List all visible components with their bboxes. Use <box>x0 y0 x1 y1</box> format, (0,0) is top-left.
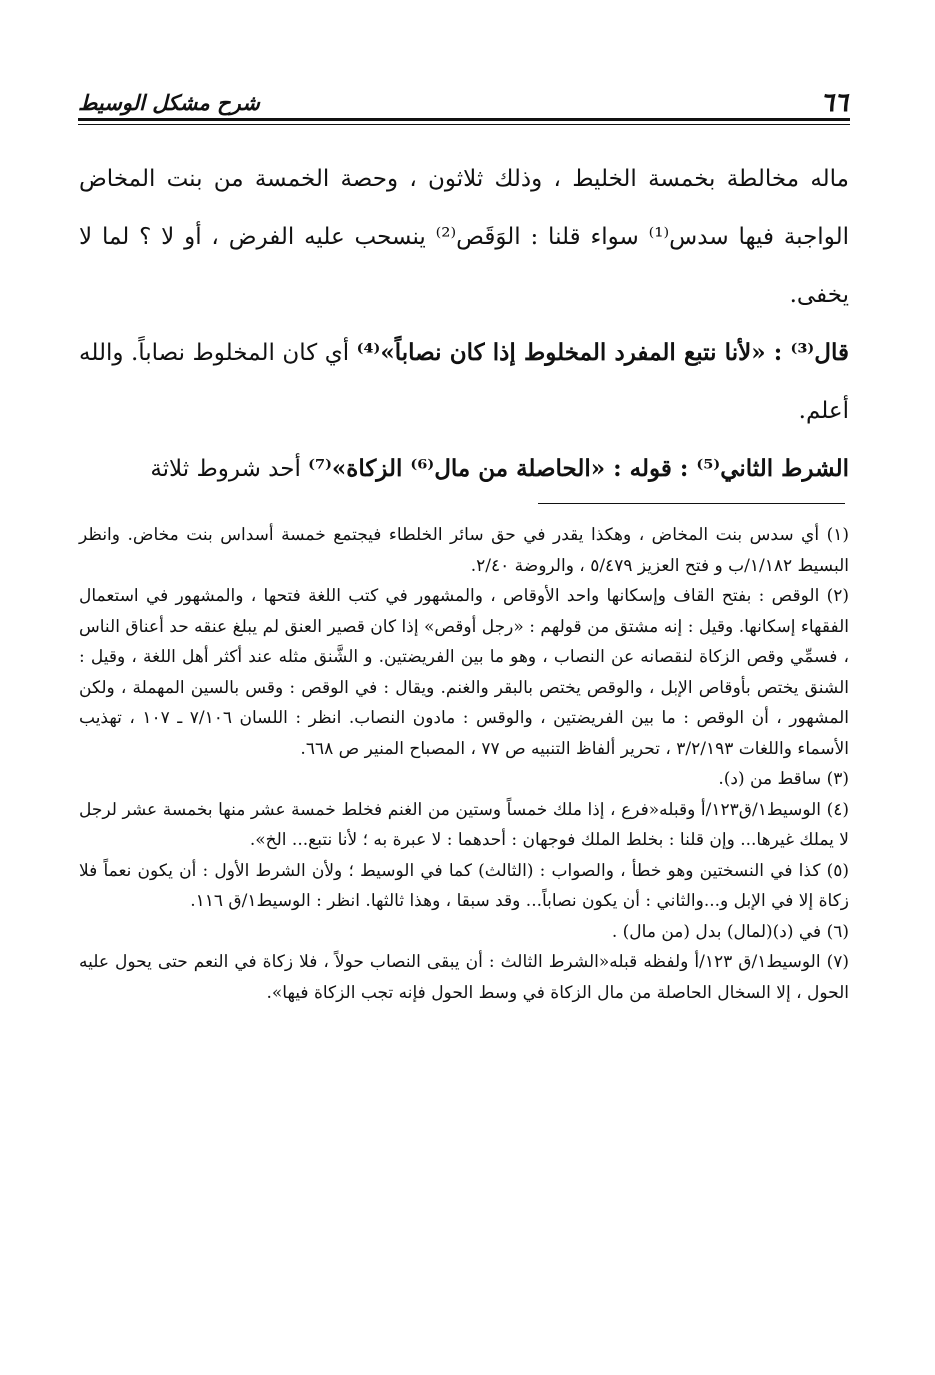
running-title: شرح مشكل الوسيط <box>78 90 260 115</box>
footnote-4: (٤) الوسيط١/ق١٢٣/أ وقبله«فرع ، إذا ملك خمساً وستين من الغنم فخلط خمسة عشر منها بخمسة عشر لرجل لا يملك غيرها... وإن قلنا : بخلط الملك فوجهان : أحدهما : لا عبرة به ؛ لأنا نتبع... الخ». <box>79 799 849 850</box>
quote-bold-2: الشرط الثاني⁽⁵⁾ : قوله : «الحاصلة من مال⁽⁶⁾ الزكاة»⁽⁷⁾ <box>308 455 849 482</box>
main-paragraph-1: ماله مخالطة بخمسة الخليط ، وذلك ثلاثون ، وحصة الخمسة من بنت المخاض الواجبة فيها سدس⁽¹⁾ سواء قلنا : الوَقَص⁽²⁾ ينسحب عليه الفرض ، أو لا ؟ لما لا يخفى. <box>79 166 849 308</box>
main-paragraph-3 <box>79 440 849 498</box>
footnote-separator <box>538 503 845 504</box>
page-header <box>78 84 848 118</box>
main-paragraph-2-rest: أي كان المخلوط نصاباً. والله أعلم. <box>79 340 849 424</box>
main-paragraph-2 <box>79 324 849 440</box>
page-number: ٦٦ <box>820 88 848 118</box>
footnotes <box>79 520 849 1008</box>
header-rule-thin <box>78 124 850 125</box>
header-rule-thick <box>78 118 850 121</box>
main-paragraph-3-rest: أحد شروط ثلاثة <box>150 456 309 482</box>
footnote-5: (٥) كذا في النسختين وهو خطأ ، والصواب : (الثالث) كما في الوسيط ؛ ولأن الشرط الأول : أن يكون نعماً فلا زكاة إلا في الإبل و...والثاني : أن يكون نصاباً... وقد سبقا ، وهذا ثالثها. انظر : الوسيط١/ق ١١٦. <box>79 860 849 911</box>
main-text <box>79 150 849 498</box>
footnote-3: (٣) ساقط من (د). <box>718 769 849 789</box>
footnote-2: (٢) الوقص : بفتح القاف وإسكانها واحد الأوقاص ، والمشهور في كتب اللغة فتحها ، والمشهور في استعمال الفقهاء إسكانها. وقيل : إنه مشتق من قولهم : «رجل أوقص» إذا كان قصير العنق لم يبلغ عنقه حد أعناق الناس ، فسمِّي وقص الزكاة لنقصانه عن النصاب ، وهو ما بين الفريضتين. و الشَّنق مثله عند أكثر أهل اللغة ، وقيل : الشنق يختص بأوقاص الإبل ، والوقص يختص بالبقر والغنم. ويقال : في الوقص : وقس بالسين المهملة ، ولكن المشهور ، أن الوقص : ما بين الفريضتين ، والوقس : مادون النصاب. انظر : اللسان ٧/١٠٦ ـ ١٠٧ ، تهذيب الأسماء واللغات ٣/٢/١٩٣ ، تحرير ألفاظ التنبيه ص ٧٧ ، المصباح المنير ص ٦٦٨. <box>79 586 849 759</box>
quote-bold-1: قال⁽³⁾ : «لأنا نتبع المفرد المخلوط إذا كان نصاباً»⁽⁴⁾ <box>356 339 849 366</box>
footnote-6: (٦) في (د)(لمال) بدل (من مال) . <box>611 921 849 942</box>
footnote-1: (١) أي سدس بنت المخاض ، وهكذا يقدر في حق سائر الخلطاء فيجتمع خمسة أسداس بنت مخاض. وانظر البسيط ١/١٨٢/ب و فتح العزيز ٥/٤٧٩ ، والروضة ٢/٤٠. <box>79 525 849 576</box>
footnote-7: (٧) الوسيط١/ق ١٢٣/أ ولفظه قبله«الشرط الثالث : أن يبقى النصاب حولاً ، فلا زكاة في النعم حتى يحول عليه الحول ، إلا السخال الحاصلة من مال الزكاة في وسط الحول فإنه تجب الزكاة فيها». <box>79 952 850 1003</box>
